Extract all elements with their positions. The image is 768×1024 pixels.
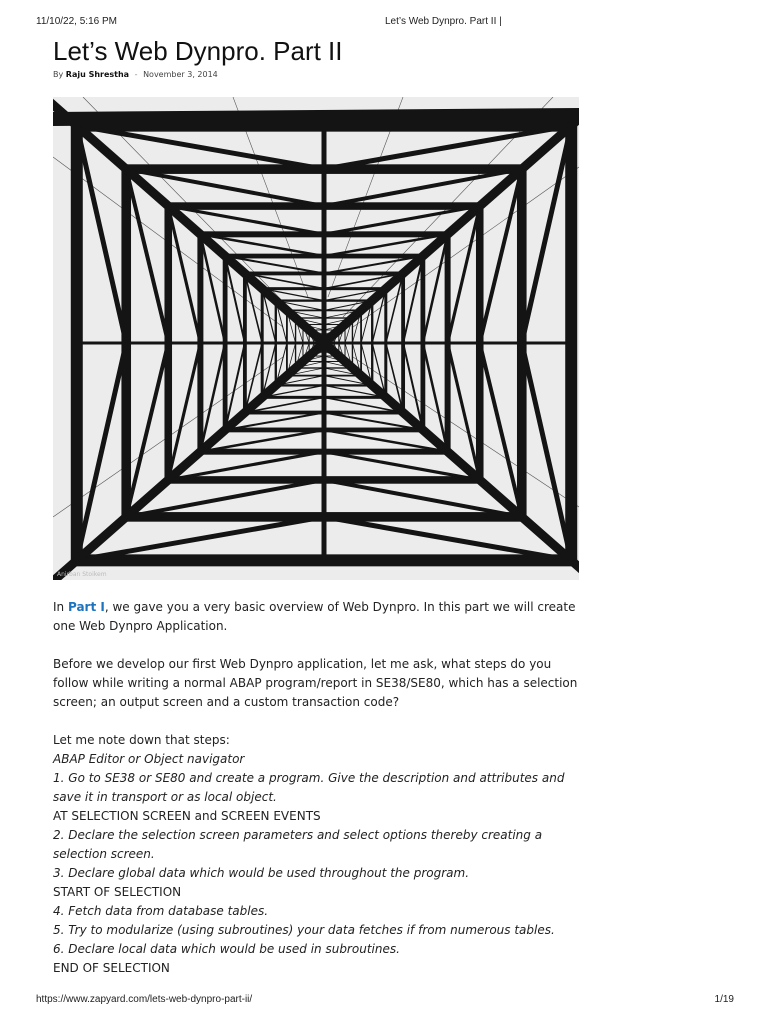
post-date: November 3, 2014: [143, 70, 218, 79]
step-item: 5. Try to modularize (using subroutines) your data fetches if from numerous tables.: [53, 923, 555, 937]
step-item: 1. Go to SE38 or SE80 and create a program. Give the description and attributes and save it in transport or as local object.: [53, 771, 565, 804]
print-footer: [0, 994, 768, 1008]
step-item: 3. Declare global data which would be used throughout the program.: [53, 866, 470, 880]
image-credit: Anirban Stoikem: [57, 571, 107, 578]
print-page-title: Let’s Web Dynpro. Part II |: [385, 16, 502, 27]
tower-illustration: [53, 97, 579, 580]
article-body: [53, 598, 583, 978]
step-item: START OF SELECTION: [53, 885, 182, 899]
intro-text-start: In: [53, 600, 68, 614]
intro-text-end: , we gave you a very basic overview of Web Dynpro. In this part we will create one Web Dynpro Application.: [53, 600, 576, 633]
steps-list: [53, 750, 583, 978]
question-paragraph: Before we develop our first Web Dynpro application, let me ask, what steps do you follow while writing a normal ABAP program/report in SE38/SE80, which has a selection screen; an output screen and a custom transaction code?: [53, 657, 578, 709]
meta-separator: -: [134, 70, 138, 79]
step-item: 4. Fetch data from database tables.: [53, 904, 269, 918]
part-one-link[interactable]: Part I: [67, 600, 105, 614]
by-label: By: [53, 70, 64, 79]
article-title: Let’s Web Dynpro. Part II: [53, 36, 343, 66]
intro-paragraph: [53, 598, 583, 636]
step-item: END OF SELECTION: [53, 961, 170, 975]
step-item: AT SELECTION SCREEN and SCREEN EVENTS: [53, 809, 321, 823]
print-timestamp: 11/10/22, 5:16 PM: [36, 16, 117, 27]
hero-image: [53, 97, 579, 580]
article-meta: [53, 70, 218, 79]
print-header: [0, 16, 768, 30]
step-item: ABAP Editor or Object navigator: [53, 752, 245, 766]
step-item: 2. Declare the selection screen parameters and select options thereby creating a selection screen.: [53, 828, 543, 861]
print-url: https://www.zapyard.com/lets-web-dynpro-part-ii/: [36, 994, 253, 1005]
steps-intro: Let me note down that steps:: [53, 733, 230, 747]
step-item: 6. Declare local data which would be used in subroutines.: [53, 942, 400, 956]
print-page-number: 1/19: [714, 994, 734, 1005]
author-link[interactable]: Raju Shrestha: [65, 70, 130, 79]
